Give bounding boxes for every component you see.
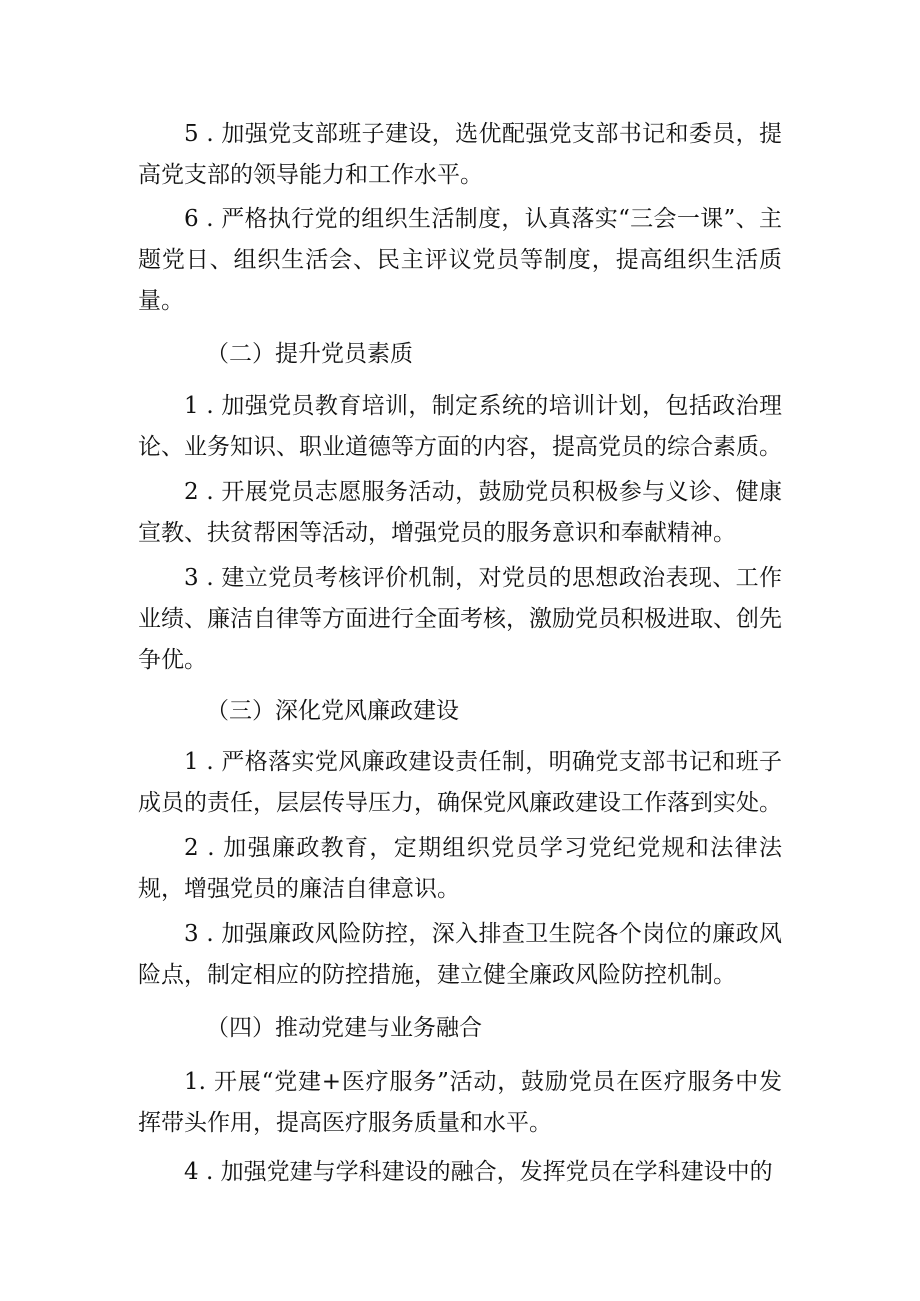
paragraph-item-4-1: 1. 开展“党建+医疗服务”活动，鼓励党员在医疗服务中发挥带头作用，提高医疗服务质量和水平。: [138, 1069, 782, 1136]
paragraph-item-2-1: 1 . 加强党员教育培训，制定系统的培训计划，包括政治理论、业务知识、职业道德等方面的内容，提高党员的综合素质。: [138, 393, 782, 460]
paragraph-item-3-1: 1 . 严格落实党风廉政建设责任制，明确党支部书记和班子成员的责任，层层传导压力，确保党风廉政建设工作落到实处。: [138, 749, 782, 816]
paragraph-item-3-2: 2 . 加强廉政教育，定期组织党员学习党纪党规和法律法规，增强党员的廉洁自律意识。: [138, 835, 782, 902]
paragraph-item-5: 5 . 加强党支部班子建设，选优配强党支部书记和委员，提高党支部的领导能力和工作水平。: [138, 121, 782, 188]
paragraph-item-4-4: 4 . 加强党建与学科建设的融合，发挥党员在学科建设中的: [184, 1159, 773, 1185]
paragraph-item-6: 6 . 严格执行党的组织生活制度，认真落实“三会一课”、主题党日、组织生活会、民主评议党员等制度，提高组织生活质量。: [138, 206, 782, 314]
section-heading-3: （三）深化党风廉政建设: [206, 698, 459, 724]
section-heading-4: （四）推动党建与业务融合: [206, 1015, 482, 1041]
paragraph-item-3-3: 3 . 加强廉政风险防控，深入排查卫生院各个岗位的廉政风险点，制定相应的防控措施，建立健全廉政风险防控机制。: [138, 921, 782, 988]
paragraph-item-2-3: 3 . 建立党员考核评价机制，对党员的思想政治表现、工作业绩、廉洁自律等方面进行全面考核，激励党员积极进取、创先争优。: [138, 565, 782, 673]
paragraph-item-2-2: 2 . 开展党员志愿服务活动，鼓励党员积极参与义诊、健康宣教、扶贫帮困等活动，增强党员的服务意识和奉献精神。: [138, 479, 782, 546]
section-heading-2: （二）提升党员素质: [206, 341, 413, 367]
